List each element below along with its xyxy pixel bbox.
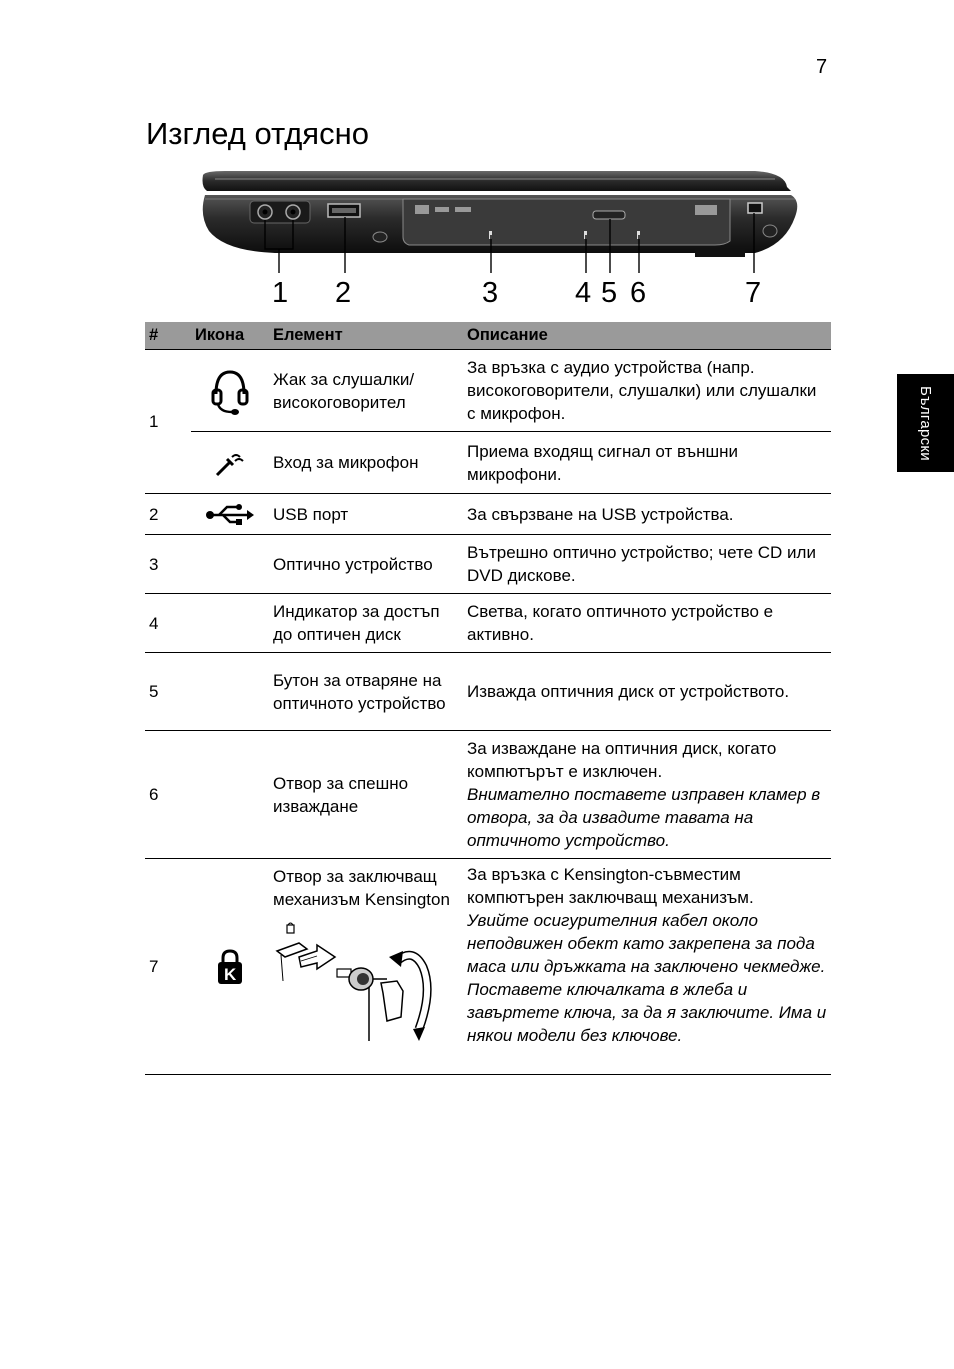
table-row (145, 432, 831, 494)
page-title: Изглед отдясно (146, 116, 369, 151)
row-number: 2 (145, 494, 191, 535)
callout-7: 7 (745, 277, 762, 309)
element-description: За връзка с Kensington-съвместим компютърен заключващ механизъм. (467, 865, 754, 907)
table-row (145, 731, 831, 859)
element-description: За връзка с аудио устройства (напр. високоговорители, слушалки) или слушалки с микрофон. (463, 350, 831, 432)
callout-4: 4 (575, 277, 592, 309)
table-header-row (145, 322, 831, 350)
row-number: 5 (145, 653, 191, 731)
element-note: Увийте осигурителния кабел около неподвижен обект като закрепена за пода маса или дръжката на заключено чекмедже. (467, 911, 826, 976)
element-name: Бутон за отваряне на оптичното устройство (269, 653, 463, 731)
element-name: Отвор за спешно изваждане (269, 731, 463, 859)
element-description: За свързване на USB устройства. (463, 494, 831, 535)
microphone-icon (213, 448, 247, 478)
element-name: Отвор за заключващ механизъм Kensington (273, 867, 450, 909)
usb-icon (205, 503, 255, 525)
callout-6: 6 (630, 277, 647, 309)
element-name: USB порт (269, 494, 463, 535)
laptop-right-side-illustration (195, 165, 805, 310)
header-element: Елемент (269, 322, 463, 350)
optical-eject-button (593, 211, 625, 219)
kensington-slot (748, 203, 762, 213)
row-number: 3 (145, 535, 191, 594)
table-row (145, 653, 831, 731)
language-tab-label: Български (917, 385, 934, 461)
row-number: 4 (145, 594, 191, 653)
svg-text:K: K (224, 964, 237, 984)
header-icon: Икона (191, 322, 269, 350)
callout-2: 2 (335, 277, 352, 309)
table-row (145, 494, 831, 535)
element-name: Индикатор за достъп до оптичен диск (269, 594, 463, 653)
kensington-lock-illustration (273, 921, 443, 1049)
optical-drive-tray (403, 199, 730, 245)
element-name: Вход за микрофон (269, 432, 463, 494)
header-number: # (145, 322, 191, 350)
laptop-lid (203, 171, 792, 191)
callout-3: 3 (482, 277, 499, 309)
language-tab (897, 374, 954, 472)
element-name: Оптично устройство (269, 535, 463, 594)
page-number: 7 (816, 56, 828, 78)
table-row (145, 535, 831, 594)
kensington-lock-icon (216, 949, 244, 985)
callout-5: 5 (601, 277, 618, 309)
header-description: Описание (463, 322, 831, 350)
element-note-2: Поставете ключалката в жлеба и завъртете ключа, за да я заключите. Има и някои модели без ключове. (467, 980, 827, 1045)
element-description: За изваждане на оптичния диск, когато компютърът е изключен. (467, 739, 777, 781)
element-description: Вътрешно оптично устройство; чете CD или DVD дискове. (463, 535, 831, 594)
row-number: 1 (145, 350, 191, 494)
headphones-icon (210, 366, 250, 416)
right-view-table (145, 322, 831, 1075)
callout-1: 1 (272, 277, 289, 309)
row-number: 6 (145, 731, 191, 859)
element-name: Жак за слушалки/ високоговорител (269, 350, 463, 432)
element-description: Приема входящ сигнал от външни микрофони. (463, 432, 831, 494)
element-note: Внимателно поставете изправен кламер в отвора, за да извадите тавата на оптичното устройство. (467, 785, 821, 850)
table-row (145, 350, 831, 432)
table-row (145, 594, 831, 653)
element-description: Изважда оптичния диск от устройството. (463, 653, 831, 731)
table-row (145, 859, 831, 1075)
row-number: 7 (145, 859, 191, 1075)
element-description: Светва, когато оптичното устройство е активно. (463, 594, 831, 653)
